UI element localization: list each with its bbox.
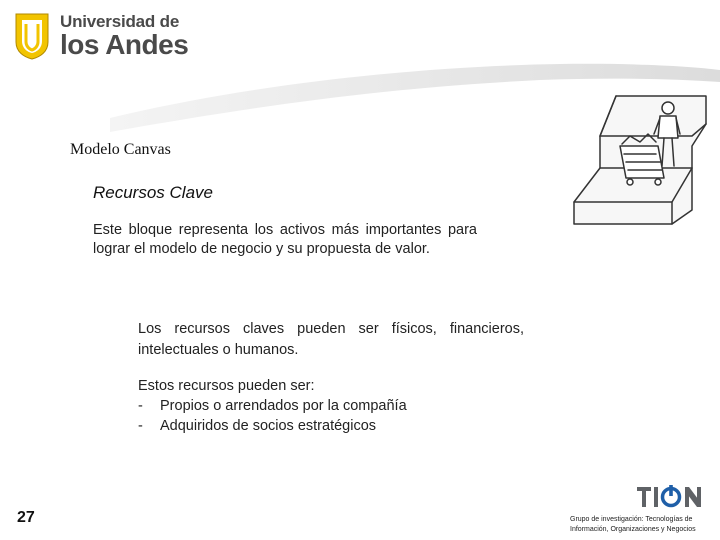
list-item-text: Propios o arrendados por la compañía [160, 398, 407, 414]
list-bullet: - [138, 418, 143, 434]
page-number: 27 [17, 509, 35, 526]
list-bullet: - [138, 398, 143, 414]
intro-paragraph: Este bloque representa los activos más importantes para lograr el modelo de negocio y su propuesta de valor. [93, 222, 477, 257]
key-resources-sketch-icon [560, 84, 710, 234]
university-logo [14, 12, 188, 60]
list-item [138, 416, 518, 436]
research-group-caption: Grupo de investigación: Tecnologías de Información, Organizaciones y Negocios [570, 516, 696, 533]
list-item [138, 396, 518, 416]
list-item-text: Adquiridos de socios estratégicos [160, 418, 377, 434]
section-heading: Recursos Clave [93, 183, 213, 202]
university-shield-icon [14, 12, 50, 60]
tion-logo-icon [637, 484, 701, 510]
resource-ownership-list [138, 376, 518, 436]
slide-title: Modelo Canvas [70, 141, 171, 158]
university-name-line1: Universidad de [60, 12, 180, 31]
university-name-line2: los Andes [60, 29, 189, 60]
resource-types-paragraph: Los recursos claves pueden ser físicos, financieros, intelectuales o humanos. [138, 321, 524, 358]
list-intro: Estos recursos pueden ser: [138, 378, 315, 394]
